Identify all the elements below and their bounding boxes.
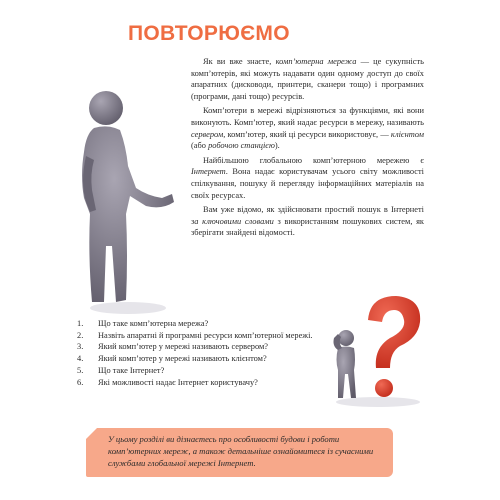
chapter-note-text: У цьому розділі ви дізнаєтесь про особливості будови і роботи комп’ютерних мереж, а також детальніше ознайомитеся із сучасними службами глобальної мережі Інтернет. bbox=[108, 434, 374, 468]
emphasized-term: комп’ютерна мережа bbox=[275, 57, 357, 66]
question-item: 1. Що таке комп’ютерна мережа? bbox=[77, 319, 209, 328]
emphasized-term: за ключовими словами bbox=[191, 216, 274, 226]
questions-list bbox=[77, 318, 317, 388]
intro-paragraph bbox=[191, 105, 424, 151]
paragraph-text: (або bbox=[191, 141, 209, 151]
question-item: 5. Що таке Інтернет? bbox=[77, 365, 165, 375]
paragraph-text: Комп’ютери в мережі відрізняються за функціями, які вони виконують. Комп’ютер, який надає ресурси в мережу, називають bbox=[191, 106, 424, 127]
question-item: 2. Назвіть апаратні й програмні ресурси комп’ютерної мережі. bbox=[77, 330, 313, 340]
paragraph-text: Вам уже відомо, як здійснювати простий пошук в Інтернеті bbox=[203, 205, 424, 215]
question-item: 6. Які можливості надає Інтернет користувачу? bbox=[77, 377, 258, 387]
emphasized-term: сервером bbox=[191, 129, 224, 139]
note-corner bbox=[86, 428, 97, 439]
emphasized-term: клієнтом bbox=[390, 129, 424, 139]
emphasized-term: Інтернет bbox=[191, 167, 226, 177]
intro-paragraph bbox=[191, 56, 424, 102]
paragraph-text: Як ви вже знаєте, bbox=[203, 57, 276, 66]
paragraph-text: Найбільшою глобальною комп’ютерною мережею є bbox=[203, 155, 424, 165]
question-item: 3. Який комп’ютер у мережі називають сервером? bbox=[77, 342, 269, 352]
intro-paragraph bbox=[191, 204, 424, 239]
question-item: 4. Який комп’ютер у мережі називають клієнтом? bbox=[77, 354, 267, 364]
emphasized-term: робочою станцією bbox=[208, 141, 275, 151]
paragraph-text: , комп’ютер, який ці ресурси використовує, — bbox=[223, 129, 391, 139]
paragraph-text: ). bbox=[274, 141, 280, 151]
paragraph-text: . Вона надає користувачам усього світу можливості спілкування, пошуку й перегляду інформаційних матеріалів на своїх ресурсах. bbox=[191, 167, 424, 200]
presenter-figure-icon bbox=[76, 86, 178, 316]
page-title: ПОВТОРЮЄМО bbox=[128, 22, 290, 45]
paragraph-text: — це сукупність комп’ютерів, які можуть надавати один одному доступ до своїх апаратних (дисководи, принтери, сканери тощо) і програмних (програми, дані тощо) ресурсів. bbox=[191, 57, 424, 101]
paragraph-text: з використанням пошукових систем, як зберігати знайдені відомості. bbox=[191, 216, 424, 238]
question-mark-figure-icon bbox=[318, 290, 438, 410]
intro-text bbox=[191, 56, 424, 242]
intro-paragraph bbox=[191, 155, 424, 201]
